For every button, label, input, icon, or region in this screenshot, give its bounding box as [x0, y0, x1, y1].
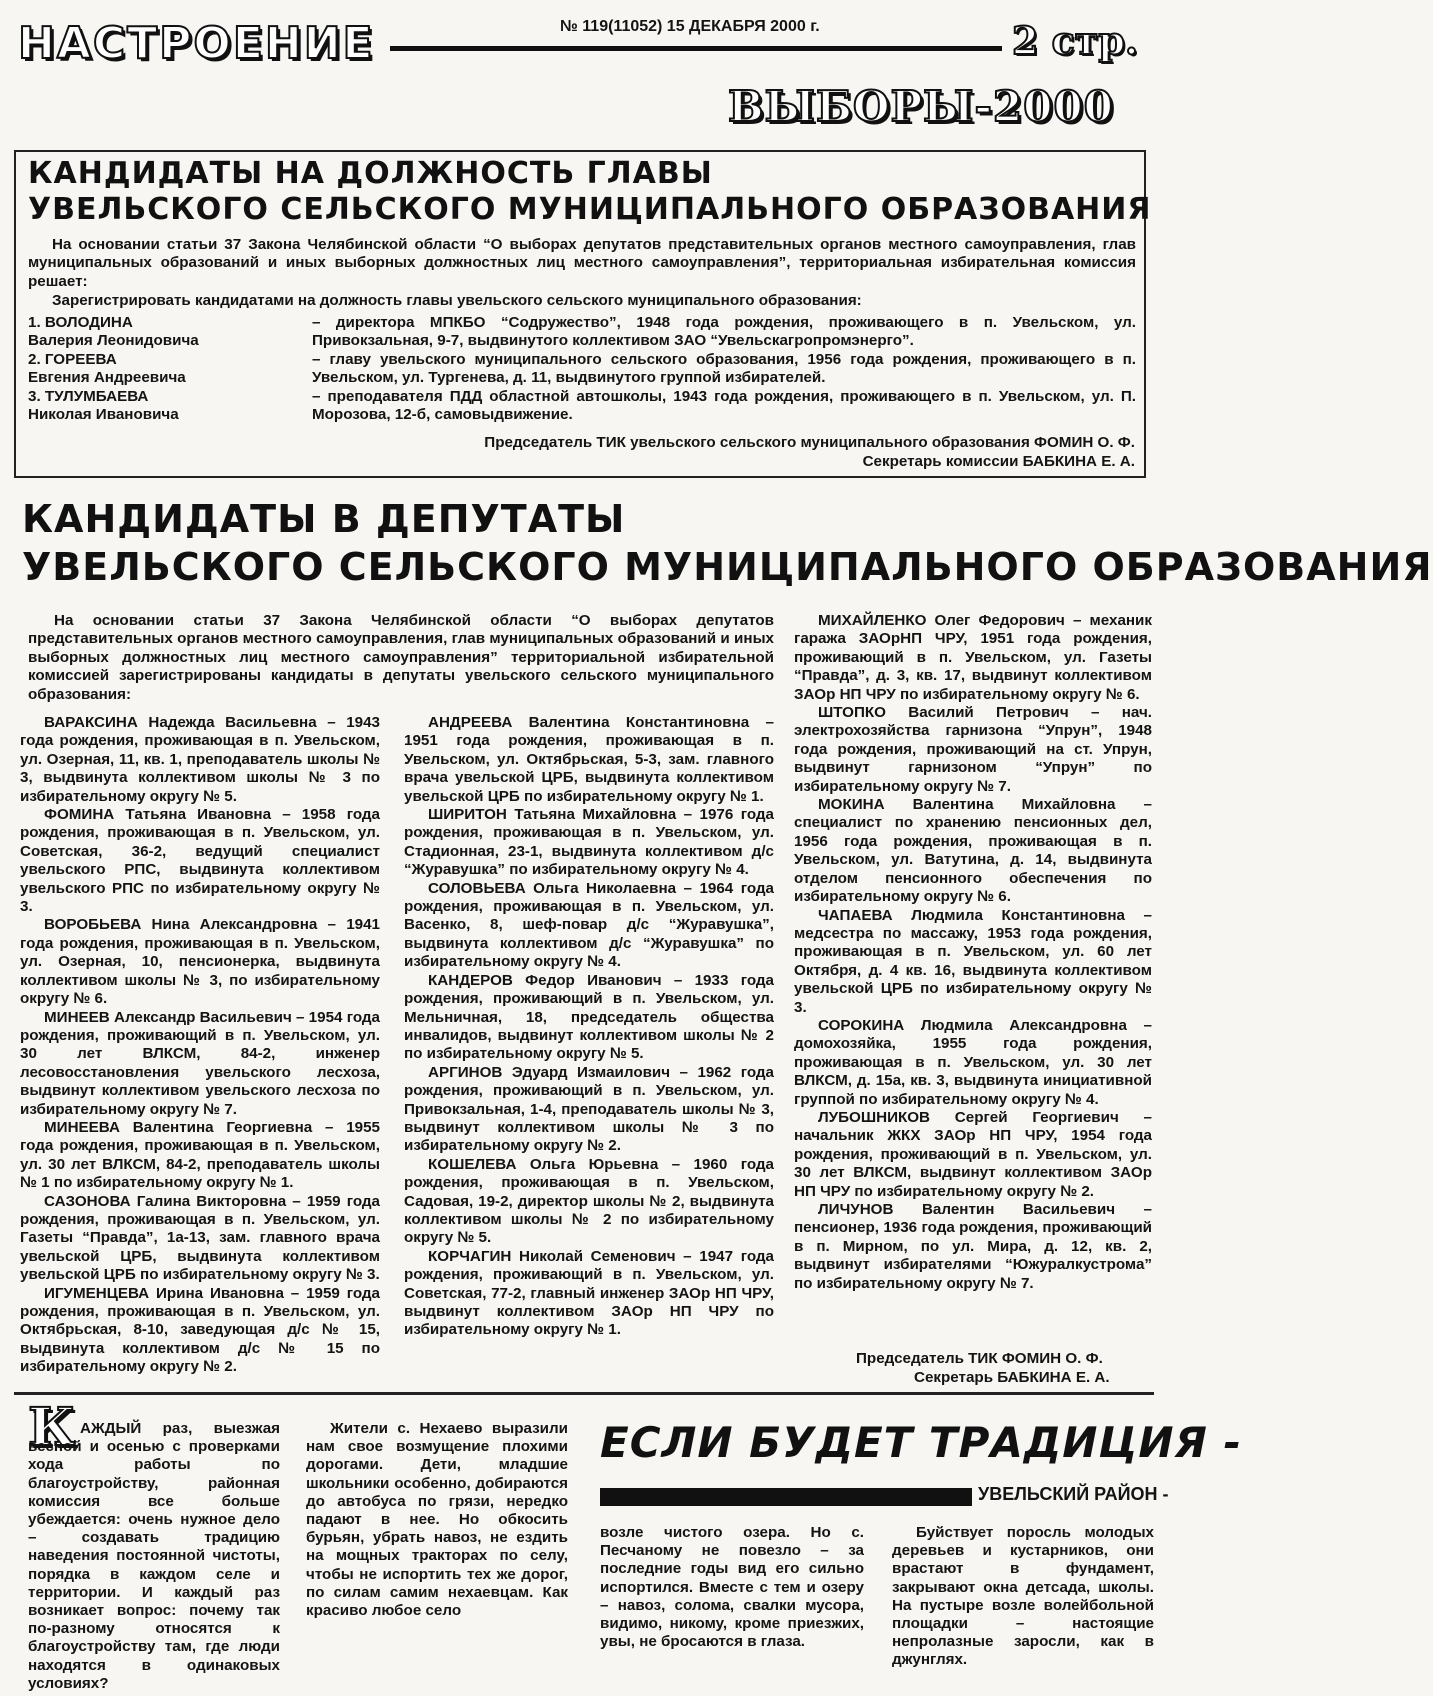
candidate-entry — [20, 1009, 380, 1119]
candidate-entry-text: – 1941 года рождения, проживающая в п. Увельском, ул. Озерная, 10, пенсионерка, выдвинута коллективом школы № 3, по избирательному округу № 6. — [20, 916, 380, 1008]
candidate-entry-text: – 1959 года рождения, проживающая в п. Увельском, ул. Октябрьская, 8-10, заведующая д/с № 15, выдвинута коллективом д/с № 15 по избирательному округу № 2. — [20, 1284, 380, 1376]
candidate-entry-name: ЛИЧУНОВ Валентин Васильевич — [818, 1201, 1116, 1218]
page-number: 2 стр. — [1012, 18, 1139, 63]
candidate-entry-name: САЗОНОВА Галина Викторовна — [44, 1192, 287, 1210]
article-column-3: возле чистого озера. Но с. Песчаному не повезло – за последние годы вид его сильно испортился. Вместе с тем и озеру – навоз, солома, свалки мусора, видимо, никому, кроме приезжих, увы, не бросаются в глаза. — [600, 1524, 864, 1651]
candidate-entry — [20, 916, 380, 1008]
candidate-entry-text: – 1958 года рождения, проживающая в п. Увельском, ул. Советская, 36-2, ведущий специалист увельского РПС, выдвинута коллективом увельского РПС по избирательному округу № 3. — [20, 806, 380, 916]
candidate-entry-name: АНДРЕЕВА Валентина Константиновна — [428, 714, 750, 731]
candidate-entry — [20, 714, 380, 806]
drop-cap: К — [28, 1397, 76, 1458]
candidate-entry-name: ВОРОБЬЕВА Нина Александровна — [44, 916, 318, 934]
article-region: УВЕЛЬСКИЙ РАЙОН - — [978, 1484, 1169, 1504]
candidate-description: – преподавателя ПДД областной автошколы, 1943 года рождения, проживающего в п. Увельском, ул. П. Морозова, 12-б, самовыдвижение. — [312, 388, 1136, 424]
candidate-entry-name: ШИРИТОН Татьяна Михайловна — [428, 806, 677, 824]
candidate-entry — [794, 1109, 1152, 1201]
candidate-entry-text: – 1951 года рождения, проживающая в п. Увельском, ул. Октябрьская, 5-3, зам. главного врача увельской ЦРБ, выдвинута коллективом увельской ЦРБ по избирательному округу № 1. — [404, 714, 774, 805]
article-column-4: Буйствует поросль молодых деревьев и кустарников, они врастают в фундамент, закрывают окна детсада, школы. На пустыре возле волейбольной площадки – настоящие непролазные заросли, как в джунглях. — [892, 1524, 1154, 1669]
candidate-entry-text: – 1962 года рождения, проживающий в п. Увельском, ул. Привокзальная, 1-4, преподаватель школы № 3, выдвинут коллективом школы № 3 по избирательному округу № 2. — [404, 1063, 775, 1155]
masthead-rule — [390, 46, 1002, 51]
candidate-given-names: Валерия Леонидовича — [28, 332, 199, 350]
candidate-entry-name: ВАРАКСИНА Надежда Васильевна — [44, 714, 317, 731]
candidate-entry-name: СОЛОВЬЕВА Ольга Николаевна — [428, 879, 677, 897]
candidate-entry — [794, 1201, 1152, 1293]
candidate-entry-name: ЧАПАЕВА Людмила Константиновна — [818, 906, 1125, 924]
candidate-entry-name: ЛУБОШНИКОВ Сергей Георгиевич — [818, 1108, 1119, 1126]
section2-signature-secretary: Секретарь БАБКИНА Е. А. — [914, 1369, 1110, 1386]
article-column-1: АЖДЫЙ раз, выезжая весной и осенью с проверками хода работы по благоустройству, районная комиссия все больше убеждается: очень нужное дело – создавать традицию наведения постоянной чистоты, порядка в каждом селе и территории. И каждый раз возникает вопрос: почему так по-разному относятся к благоустройству там, где люди находятся в одинаковых условиях? — [28, 1420, 280, 1692]
deputies-column-1 — [20, 714, 380, 1377]
candidate-entry-text: – медсестра по массажу, 1953 года рождения, проживающая в п. Увельском, ул. 60 лет Октября, д. 4 кв. 16, выдвинута коллективом увельской ЦРБ по избирательному округу № 3. — [794, 906, 1152, 1016]
article-title-rule — [600, 1488, 972, 1506]
candidate-entry-text: – 1976 года рождения, проживающая в п. Увельском, ул. Стадионная, 23-1, выдвинута коллективом д/с “Журавушка” по избирательному округу № 4. — [404, 806, 774, 879]
candidate-entry-name: МИХАЙЛЕНКО Олег Федорович — [818, 612, 1065, 629]
section2-intro: На основании статьи 37 Закона Челябинской области “О выборах депутатов представительных органов местного самоуправления, глав муниципальных образований и иных выборных должностных лиц местного самоуправления” территориальной избирательной комиссией зарегистрированы кандидаты в депутаты увельского сельского муниципального образования: — [28, 612, 774, 703]
candidate-surname: 1. ВОЛОДИНА — [28, 314, 133, 331]
candidate-entry-name: АРГИНОВ Эдуард Измаилович — [428, 1063, 671, 1081]
candidate-entry — [404, 1064, 774, 1156]
candidate-given-names: Евгения Андреевича — [28, 369, 186, 387]
candidate-entry-name: СОРОКИНА Людмила Александровна — [818, 1016, 1127, 1034]
candidate-entry-name: ИГУМЕНЦЕВА Ирина Ивановна — [44, 1284, 284, 1302]
issue-info: № 119(11052) 15 ДЕКАБРЯ 2000 г. — [560, 18, 820, 35]
candidate-entry-text: – начальник ЖКХ ЗАОр НП ЧРУ, 1954 года рождения, проживающий в п. Увельском, ул. 30 лет ВЛКСМ, выдвинут коллективом ЗАОр НП ЧРУ по избирательному округу № 2. — [794, 1108, 1152, 1200]
candidate-entry — [20, 806, 380, 916]
candidate-entry — [794, 907, 1152, 1017]
candidate-entry-text: – 1964 года рождения, проживающая в п. Увельском, ул. Васенко, 8, шеф-повар д/с “Журавушка”, выдвинута коллективом д/с “Журавушка” по избирательному округу № 4. — [404, 879, 774, 971]
candidate-name — [28, 351, 288, 388]
candidate-entry — [404, 1156, 774, 1248]
candidate-surname: 3. ТУЛУМБАЕВА — [28, 388, 149, 405]
candidate-entry — [404, 714, 774, 806]
candidate-name — [28, 388, 288, 425]
candidate-entry — [794, 796, 1152, 906]
section2-title-line1: КАНДИДАТЫ В ДЕПУТАТЫ — [22, 497, 626, 541]
candidate-entry-text: – 1955 года рождения, проживающая в п. Увельском, ул. 30 лет ВЛКСМ, 84-2, преподаватель школы № 1 по избирательному округу № 1. — [20, 1118, 380, 1192]
candidate-description: – директора МПКБО “Содружество”, 1948 года рождения, проживающего в п. Увельском, ул. Привокзальная, 9-7, выдвинутого коллективом ЗАО “Увельскагропромэнерго”. — [312, 314, 1136, 350]
deputies-column-2 — [404, 714, 774, 1340]
candidate-name — [28, 314, 288, 351]
section1-signature-secretary: Секретарь комиссии БАБКИНА Е. А. — [862, 453, 1135, 470]
candidate-description: – главу увельского муниципального сельского образования, 1956 года рождения, проживающего в п. Увельском, ул. Тургенева, д. 11, выдвинутого группой избирателей. — [312, 351, 1136, 387]
candidate-entry-name: ШТОПКО Василий Петрович — [818, 704, 1069, 722]
candidate-entry-text: – домохозяйка, 1955 года рождения, проживающая в п. Увельском, ул. 30 лет ВЛКСМ, д. 15а, кв. 3, выдвинута инициативной группой по избирательному округу № 4. — [794, 1016, 1152, 1108]
candidate-entry — [404, 806, 774, 880]
candidate-entry-text: – 1933 года рождения, проживающий в п. Увельском, ул. Мельничная, 18, председатель общества инвалидов, выдвинут коллективом школы № 2 по избирательному округу № 5. — [404, 971, 774, 1063]
candidate-entry-text: – нач. электрохозяйства гарнизона “Упрун”, 1948 года рождения, проживающий на ст. Упрун, выдвинут гарнизоном “Упрун” по избирательному округу № 7. — [794, 704, 1152, 795]
candidate-entry-text: – специалист по хранению пенсионных дел, 1956 года рождения, проживающая в п. Увельском, ул. Ватутина, д. 14, выдвинута отделом пенсионного обеспечения по избирательному округу № 6. — [794, 796, 1152, 906]
section1-signature-chair: Председатель ТИК увельского сельского муниципального образования ФОМИН О. Ф. — [484, 434, 1135, 451]
candidate-entry-text: – механик гаража ЗАОрНП ЧРУ, 1951 года рождения, проживающий в п. Увельском, ул. Газеты “Правда”, д. 3, кв. 17, выдвинут коллективом ЗАОр НП ЧРУ по избирательному округу № 6. — [794, 612, 1152, 703]
candidate-entry — [404, 972, 774, 1064]
candidate-entry-text: – 1960 года рождения, проживающая в п. Увельском, Садовая, 19-2, директор школы № 2, выдвинута коллективом школы № 2 по избирательному округу № 5. — [404, 1155, 774, 1247]
section1-title-line1: КАНДИДАТЫ НА ДОЛЖНОСТЬ ГЛАВЫ — [28, 156, 713, 191]
candidate-entry — [794, 1017, 1152, 1109]
candidate-entry — [20, 1285, 380, 1377]
candidate-entry-name: МИНЕЕВ Александр Васильевич — [44, 1008, 292, 1026]
candidate-entry-text: – 1954 года рождения, проживающий в п. Увельском, ул. 30 лет ВЛКСМ, 84-2, инженер лесовосстановления увельского лесхоза, выдвинут коллективом увельского лесхоза по избирательному округу № 7. — [20, 1008, 380, 1118]
candidate-entry-name: КОШЕЛЕВА Ольга Юрьевна — [428, 1155, 659, 1173]
section2-signature-chair: Председатель ТИК ФОМИН О. Ф. — [856, 1350, 1103, 1367]
candidate-entry — [404, 1248, 774, 1340]
candidate-entry — [20, 1193, 380, 1285]
candidate-entry-name: ФОМИНА Татьяна Ивановна — [44, 806, 272, 824]
candidate-entry-name: КАНДЕРОВ Федор Иванович — [428, 971, 662, 989]
candidate-entry — [794, 704, 1152, 796]
candidate-entry-name: МОКИНА Валентина Михайловна — [818, 796, 1116, 814]
candidate-surname: 2. ГОРЕЕВА — [28, 351, 117, 368]
section1-intro: На основании статьи 37 Закона Челябинской области “О выборах депутатов представительных органов местного самоуправления, глав муниципальных образований и иных выборных должностных лиц местного самоуправления”, территориальная избирательная комиссия решает: — [28, 236, 1136, 290]
candidate-entry-text: – 1943 года рождения, проживающая в п. Увельском, ул. Озерная, 11, кв. 1, преподаватель школы № 3, выдвинута коллективом школы № 3 по избирательному округу № 5. — [20, 714, 380, 805]
candidate-entry — [20, 1119, 380, 1193]
article-column-2: Жители с. Нехаево выразили нам свое возмущение плохими дорогами. Дети, младшие школьники особенно, добираются до автобуса по грязи, нередко падают в нее. Но обкосить бурьян, убрать навоз, не ездить на мощных тракторах по селу, чтобы не испортить тех же дорог, по силам самим нехаевцам. Как красиво любое село — [306, 1420, 568, 1620]
candidate-entry-text: – 1947 года рождения, проживающий в п. Увельском, ул. Советская, 77-2, главный инженер ЗАОр НП ЧРУ, выдвинут коллективом ЗАОр НП ЧРУ по избирательному округу № 1. — [404, 1247, 775, 1339]
candidate-entry — [404, 880, 774, 972]
section2-title-line2: УВЕЛЬСКОГО СЕЛЬСКОГО МУНИЦИПАЛЬНОГО ОБРАЗОВАНИЯ — [22, 545, 1433, 589]
candidate-given-names: Николая Ивановича — [28, 406, 179, 424]
candidate-entry — [794, 612, 1152, 704]
rubric-title: ВЫБОРЫ-2000 — [728, 82, 1114, 131]
candidate-entry-text: – 1959 года рождения, проживающая в п. Увельском, ул. Газеты “Правда”, 1а-13, зам. главного врача увельской ЦРБ, выдвинута коллективом увельской ЦРБ по избирательному округу № 3. — [20, 1192, 380, 1284]
newspaper-name: НАСТРОЕНИЕ — [18, 18, 375, 69]
candidate-entry-name: МИНЕЕВА Валентина Георгиевна — [44, 1118, 313, 1136]
candidate-entry-name: КОРЧАГИН Николай Семенович — [428, 1247, 676, 1265]
article-title: ЕСЛИ БУДЕТ ТРАДИЦИЯ - — [600, 1418, 1242, 1467]
deputies-column-3 — [794, 612, 1152, 1293]
section1-register: Зарегистрировать кандидатами на должность главы увельского сельского муниципального образования: — [52, 292, 862, 309]
section1-title-line2: УВЕЛЬСКОГО СЕЛЬСКОГО МУНИЦИПАЛЬНОГО ОБРАЗОВАНИЯ — [28, 192, 1152, 227]
section-divider — [14, 1392, 1154, 1395]
candidate-entry-text: – пенсионер, 1936 года рождения, проживающий в п. Мирном, по ул. Мира, д. 12, кв. 2, выдвинут избирателями “Южуралкустрома” по избирательному округу № 7. — [794, 1201, 1152, 1292]
